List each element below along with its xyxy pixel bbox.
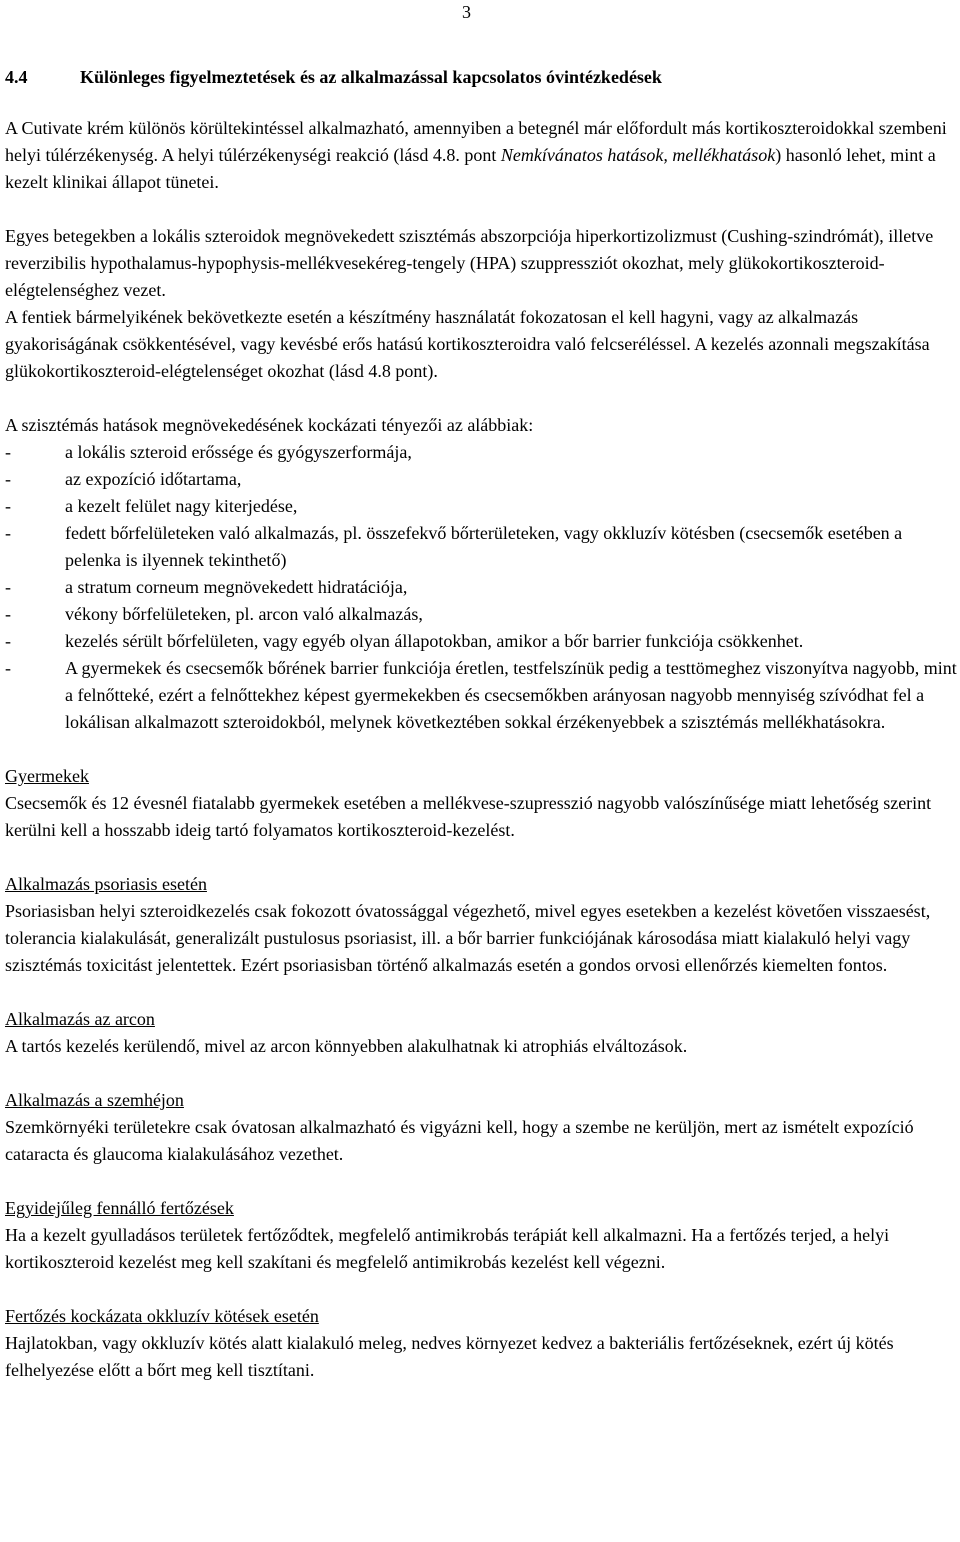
list-item-text: A gyermekek és csecsemők bőrének barrier funkciója éretlen, testfelszínük pedig a testtömeghez viszonyítva nagyobb, mint a felnőtteké, ezért a felnőttekhez képest gyermekekben és csecsemőkben arányosan nagyobb mennyiség szívódhat fel a lokálisan alkalmazott szteroidokból, melynek következtében sokkal érzékenyebbek a szisztémás mellékhatásokra. — [65, 658, 957, 732]
systemic-absorption-paragraph: Egyes betegekben a lokális szteroidok megnövekedett szisztémás abszorpciója hiperkortizolizmust (Cushing-szindrómát), illetve reverzibilis hypothalamus-hypophysis-mellékvesekéreg-tengely (HPA) szuppressziót okozhat, mely glükokortikoszteroid-elégtelenséghez vezet. — [5, 226, 934, 300]
face-paragraph: A tartós kezelés kerülendő, mivel az arcon könnyebben alakulhatnak ki atrophiás elváltozások. — [5, 1036, 688, 1056]
list-item-text: a kezelt felület nagy kiterjedése, — [65, 496, 298, 516]
intro-italic-reference: Nemkívánatos hatások, mellékhatások — [500, 145, 776, 165]
subheading-face: Alkalmazás az arcon — [5, 1009, 155, 1029]
concurrent-infections-paragraph: Ha a kezelt gyulladásos területek fertőződtek, megfelelő antimikrobás terápiát kell alkalmazni. Ha a fertőzés terjed, a helyi kortikoszteroid kezelést meg kell szakítani és megfelelő antimikrobás kezelést kell végezni. — [5, 1225, 890, 1272]
list-item — [5, 628, 960, 655]
list-item-text: vékony bőrfelületeken, pl. arcon való alkalmazás, — [65, 604, 423, 624]
subheading-eyelid: Alkalmazás a szemhéjon — [5, 1090, 184, 1110]
subheading-children: Gyermekek — [5, 766, 89, 786]
list-item — [5, 439, 960, 466]
intro-paragraph — [5, 115, 960, 196]
section-number: 4.4 — [5, 67, 28, 87]
page-number: 3 — [462, 2, 471, 22]
list-item-text: a lokális szteroid erőssége és gyógyszerformája, — [65, 442, 412, 462]
list-dash: - — [5, 604, 11, 624]
psoriasis-paragraph: Psoriasisban helyi szteroidkezelés csak fokozott óvatossággal végezhető, mivel egyes esetekben a kezelést követően visszaesést, tolerancia kialakulását, generalizált pustulosus psoriasist, ill. a bőr barrier funkciójának károsodása miatt kialakuló helyi vagy szisztémás toxicitást jelentettek. Ezért psoriasisban történő alkalmazás esetén a gondos orvosi ellenőrzés kiemelten fontos. — [5, 901, 931, 975]
list-item-text: kezelés sérült bőrfelületen, vagy egyéb olyan állapotokban, amikor a bőr barrier funkciója csökkenhet. — [65, 631, 804, 651]
occlusive-dressing-paragraph: Hajlatokban, vagy okkluzív kötés alatt kialakuló meleg, nedves környezet kedvez a bakteriális fertőzéseknek, ezért új kötés felhelyezése előtt a bőrt meg kell tisztítani. — [5, 1333, 894, 1380]
section-heading — [5, 64, 960, 94]
list-dash: - — [5, 631, 11, 651]
eyelid-paragraph: Szemkörnyéki területekre csak óvatosan alkalmazható és vigyázni kell, hogy a szembe ne kerüljön, mert az ismételt expozíció cataracta és glaucoma kialakulásához vezethet. — [5, 1117, 914, 1164]
list-item-text: fedett bőrfelületeken való alkalmazás, pl. összefekvő bőrterületeken, vagy okkluzív kötésben (csecsemők esetében a pelenka is ilyennek tekinthető) — [65, 523, 903, 570]
list-item — [5, 466, 960, 493]
risk-factors-intro: A szisztémás hatások megnövekedésének kockázati tényezői az alábbiak: — [5, 415, 534, 435]
children-paragraph: Csecsemők és 12 évesnél fiatalabb gyermekek esetében a mellékvese-szupresszió nagyobb valószínűsége miatt lehetőség szerint kerülni kell a hosszabb ideig tartó folyamatos kortikoszteroid-kezelést. — [5, 793, 932, 840]
list-item-text: az expozíció időtartama, — [65, 469, 242, 489]
list-item — [5, 574, 960, 601]
list-dash: - — [5, 469, 11, 489]
list-item — [5, 520, 960, 574]
list-item-text: a stratum corneum megnövekedett hidratációja, — [65, 577, 408, 597]
list-item — [5, 655, 960, 736]
subheading-psoriasis: Alkalmazás psoriasis esetén — [5, 874, 207, 894]
section-title: Különleges figyelmeztetések és az alkalmazással kapcsolatos óvintézkedések — [80, 67, 662, 87]
list-dash: - — [5, 577, 11, 597]
document-body — [5, 64, 960, 1384]
intro-text-before: A Cutivate krém különös körültekintéssel alkalmazható, amennyiben a betegnél már előfordult más kortikoszteroidokkal szembeni helyi túlérzékenység. A helyi túlérzékenységi reakció (lásd 4.8. pont — [5, 118, 947, 165]
list-dash: - — [5, 658, 11, 678]
subheading-concurrent-infections: Egyidejűleg fennálló fertőzések — [5, 1198, 234, 1218]
list-dash: - — [5, 523, 11, 543]
list-item — [5, 493, 960, 520]
subheading-occlusive-dressing: Fertőzés kockázata okkluzív kötések esetén — [5, 1306, 319, 1326]
withdrawal-paragraph: A fentiek bármelyikének bekövetkezte esetén a készítmény használatát fokozatosan el kell hagyni, vagy az alkalmazás gyakoriságának csökkentésével, vagy kevésbé erős hatású kortikoszteroidra való felcseréléssel. A kezelés azonnali megszakítása glükokortikoszteroid-elégtelenséget okozhat (lásd 4.8 pont). — [5, 307, 930, 381]
list-item — [5, 601, 960, 628]
intro-text-after: ) hasonló lehet, mint a kezelt klinikai állapot tünetei. — [5, 145, 936, 192]
list-dash: - — [5, 496, 11, 516]
list-dash: - — [5, 442, 11, 462]
risk-factors-list — [5, 439, 960, 736]
